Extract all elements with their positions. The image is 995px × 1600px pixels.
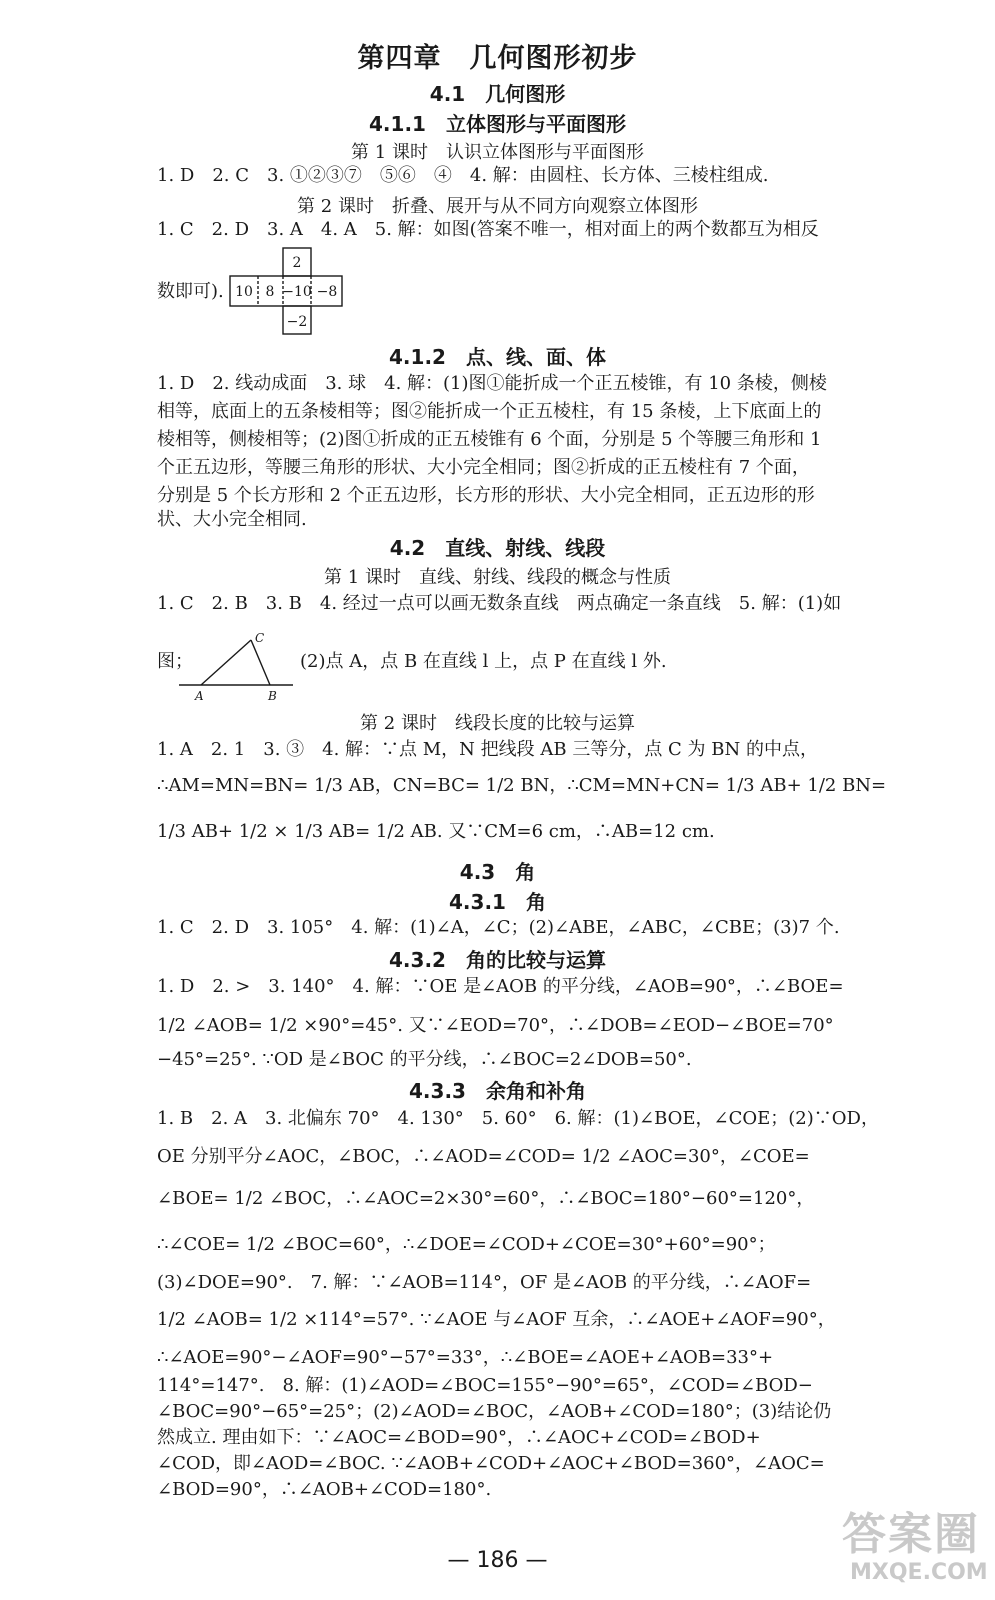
section-4-1-title: 4.1 几何图形 xyxy=(429,82,566,106)
answer-line: 1. D 2. C 3. ①②③⑦ ⑤⑥ ④ 4. 解：由圆柱、长方体、三棱柱组成. xyxy=(157,165,769,186)
section-4-3-3-title: 4.3.3 余角和补角 xyxy=(409,1079,586,1103)
watermark-text: 答案圈 xyxy=(842,1509,980,1560)
page-number: — 186 — xyxy=(447,1548,548,1573)
watermark-url: MXQE.COM xyxy=(850,1560,988,1585)
point-label: C xyxy=(255,631,265,645)
chapter-title: 第四章 几何图形初步 xyxy=(357,43,638,74)
answer-line: 1. C 2. B 3. B 4. 经过一点可以画无数条直线 两点确定一条直线 5. 解：(1)如 xyxy=(157,593,842,614)
answer-line: 1. C 2. D 3. 105° 4. 解：(1)∠A，∠C；(2)∠ABE，∠ABC，∠CBE；(3)7 个. xyxy=(157,917,840,938)
net-number: 10 xyxy=(235,284,253,300)
section-4-2-title: 4.2 直线、射线、线段 xyxy=(389,536,606,560)
answer-line: 1. A 2. 1 3. ③ 4. 解：∵点 M，N 把线段 AB 三等分，点 C 为 BN 的中点， xyxy=(157,739,818,760)
answer-line: 棱相等，侧棱相等；(2)图①折成的正五棱锥有 6 个面，分别是 5 个等腰三角形和 1 xyxy=(157,429,822,450)
answer-line: 1/3 AB+ 1/2 × 1/3 AB= 1/2 AB. 又∵CM=6 cm，∴AB=12 cm. xyxy=(157,821,715,842)
point-label: A xyxy=(195,689,204,703)
answer-line: −45°=25°. ∵OD 是∠BOC 的平分线，∴∠BOC=2∠DOB=50°. xyxy=(157,1049,692,1070)
answer-line: 图； xyxy=(157,651,193,672)
section-4-3-title: 4.3 角 xyxy=(459,860,536,884)
lesson-2-title: 第 2 课时 线段长度的比较与运算 xyxy=(360,713,635,734)
lesson-1-title: 第 1 课时 直线、射线、线段的概念与性质 xyxy=(324,567,671,588)
answer-line: 分别是 5 个长方形和 2 个正五边形，长方形的形状、大小完全相同，正五边形的形 xyxy=(157,485,815,506)
lesson-2-title: 第 2 课时 折叠、展开与从不同方向观察立体图形 xyxy=(297,196,698,217)
answer-line: (2)点 A，点 B 在直线 l 上，点 P 在直线 l 外. xyxy=(300,651,667,672)
net-number: 2 xyxy=(292,255,302,271)
answer-line: 114°=147°. 8. 解：(1)∠AOD=∠BOC=155°−90°=65°，∠COD=∠BOD− xyxy=(157,1375,813,1396)
answer-line: 1. D 2. 线动成面 3. 球 4. 解：(1)图①能折成一个正五棱锥，有 10 条棱，侧棱 xyxy=(157,373,827,394)
section-4-3-2-title: 4.3.2 角的比较与运算 xyxy=(389,948,606,972)
point-label: B xyxy=(268,689,277,703)
answer-line: 1. D 2. > 3. 140° 4. 解：∵OE 是∠AOB 的平分线，∠AOB=90°，∴∠BOE= xyxy=(157,976,844,997)
lesson-1-title: 第 1 课时 认识立体图形与平面图形 xyxy=(351,142,644,163)
answer-line: 1. C 2. D 3. A 4. A 5. 解：如图(答案不唯一，相对面上的两个数都互为相反 xyxy=(157,219,819,240)
answer-line: 相等，底面上的五条棱相等；图②能折成一个正五棱柱，有 15 条棱，上下底面上的 xyxy=(157,401,822,422)
answer-line: ∴AM=MN=BN= 1/3 AB，CN=BC= 1/2 BN，∴CM=MN+CN= 1/3 AB+ 1/2 BN= xyxy=(157,775,887,796)
cube-net-figure xyxy=(228,246,348,341)
answer-line: 1. B 2. A 3. 北偏东 70° 4. 130° 5. 60° 6. 解：(1)∠BOE，∠COE；(2)∵OD， xyxy=(157,1108,879,1129)
answer-line: ∠BOC=90°−65°=25°；(2)∠AOD=∠BOC，∠AOB+∠COD=180°；(3)结论仍 xyxy=(157,1401,832,1422)
answer-line: 然成立. 理由如下：∵∠AOC=∠BOD=90°，∴∠AOC+∠COD=∠BOD+ xyxy=(157,1427,761,1448)
section-4-3-1-title: 4.3.1 角 xyxy=(449,890,546,914)
segment-cb xyxy=(251,640,270,685)
net-number: −8 xyxy=(316,284,338,300)
answer-line: 数即可). xyxy=(157,281,224,302)
answer-line: 1/2 ∠AOB= 1/2 ×114°=57°. ∵∠AOE 与∠AOF 互余，∴∠AOE+∠AOF=90°， xyxy=(157,1309,836,1330)
net-number: −2 xyxy=(286,314,308,330)
answer-line: 个正五边形，等腰三角形的形状、大小完全相同；图②折成的正五棱柱有 7 个面， xyxy=(157,457,810,478)
answer-line: ∴∠COE= 1/2 ∠BOC=60°，∴∠DOE=∠COD+∠COE=30°+60°=90°； xyxy=(157,1234,776,1255)
section-4-1-2-title: 4.1.2 点、线、面、体 xyxy=(389,345,606,369)
segment-ac xyxy=(201,640,251,685)
answer-line: 1/2 ∠AOB= 1/2 ×90°=45°. 又∵∠EOD=70°，∴∠DOB=∠EOD−∠BOE=70° xyxy=(157,1015,834,1036)
answer-line: ∴∠AOE=90°−∠AOF=90°−57°=33°，∴∠BOE=∠AOE+∠AOB=33°+ xyxy=(157,1347,774,1368)
net-number: 8 xyxy=(265,284,275,300)
watermark-logo xyxy=(838,1490,988,1598)
line-figure xyxy=(175,630,295,705)
answer-line: ∠BOD=90°，∴∠AOB+∠COD=180°. xyxy=(157,1479,492,1500)
answer-line: ∠BOE= 1/2 ∠BOC，∴∠AOC=2×30°=60°，∴∠BOC=180°−60°=120°， xyxy=(157,1188,815,1209)
answer-line: 状、大小完全相同. xyxy=(157,509,307,530)
answer-line: OE 分别平分∠AOC，∠BOC，∴∠AOD=∠COD= 1/2 ∠AOC=30°，∠COE= xyxy=(157,1146,810,1167)
answer-line: ∠COD，即∠AOD=∠BOC. ∵∠AOB+∠COD+∠AOC+∠BOD=360°，∠AOC= xyxy=(157,1453,825,1474)
section-4-1-1-title: 4.1.1 立体图形与平面图形 xyxy=(369,112,626,136)
net-number: −10 xyxy=(282,284,312,300)
answer-line: (3)∠DOE=90°. 7. 解：∵∠AOB=114°，OF 是∠AOB 的平分线，∴∠AOF= xyxy=(157,1272,812,1293)
